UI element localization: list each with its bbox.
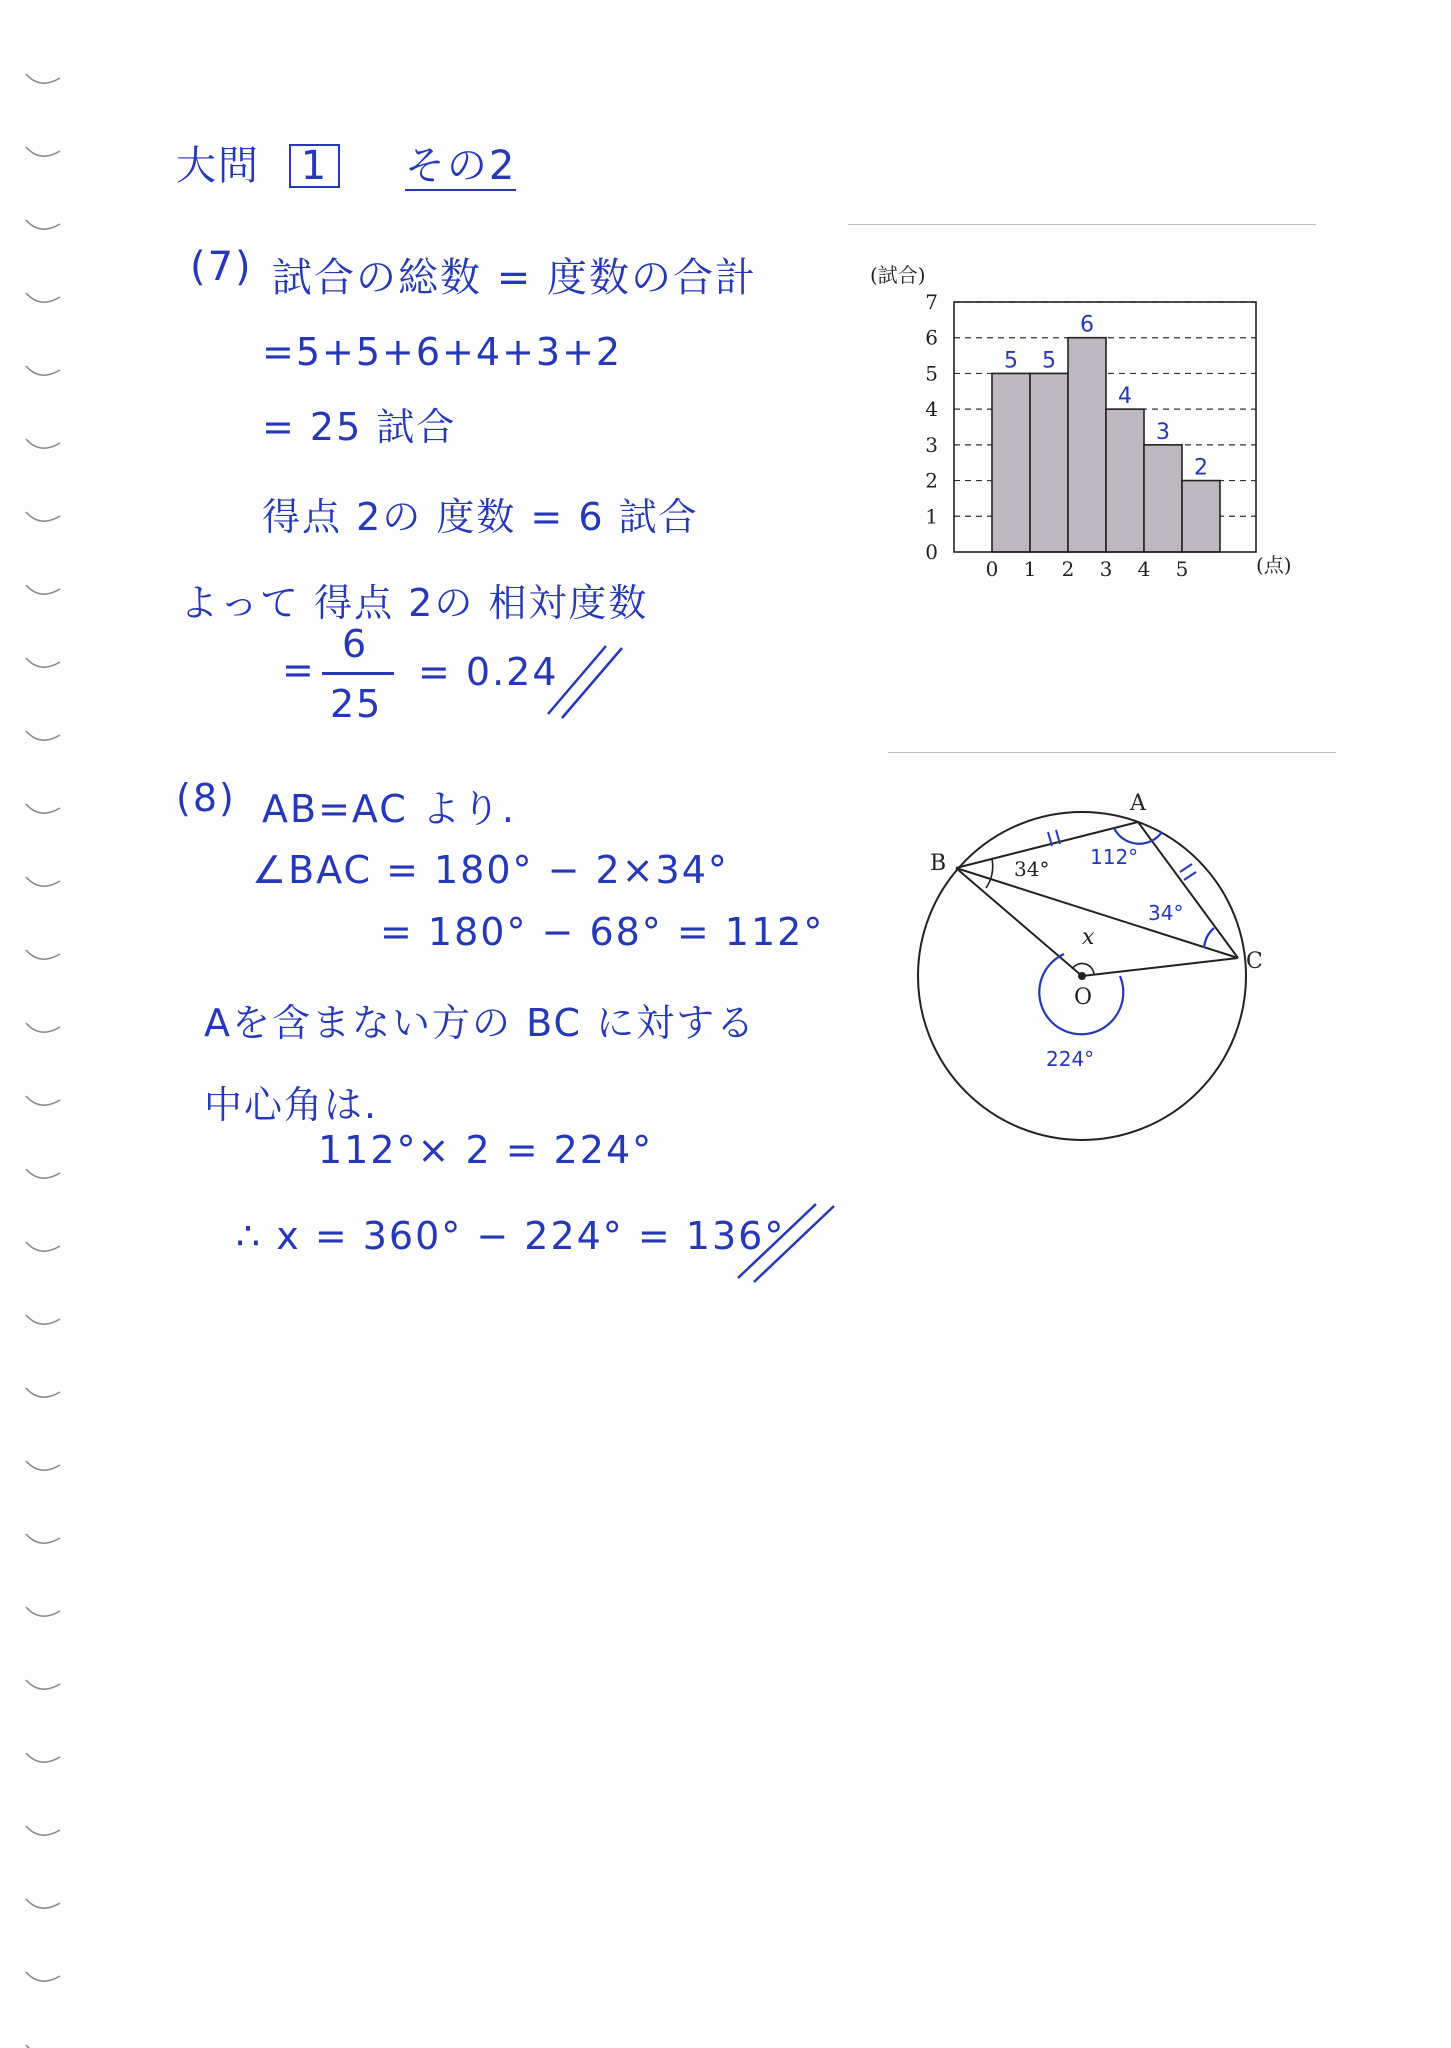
header-box-number: 1 [289,144,340,188]
binder-hole [26,147,60,156]
histogram [858,262,1318,592]
angle-b-label: 34° [1014,857,1050,881]
binder-hole [26,1607,60,1616]
y-tick-label: 7 [925,290,938,314]
bar-value-label: 2 [1194,455,1208,481]
binder-hole [26,877,60,886]
q7-line4: 得点 2の 度数 = 6 試合 [262,495,699,539]
label-b: B [930,851,947,876]
binder-hole [26,1096,60,1105]
x-tick-label: 3 [1099,557,1113,581]
binder-hole [26,585,60,594]
histogram-bar [1068,338,1106,552]
histogram-bar [1030,373,1068,552]
double-slash-mark [540,640,630,720]
binder-hole [26,1972,60,1981]
binder-hole [26,1242,60,1251]
binder-hole [26,1461,60,1470]
circle-figure [900,780,1360,1160]
binder-hole [26,366,60,375]
segment-ac [1138,822,1238,958]
bar-value-label: 5 [1004,348,1018,374]
q8-label: (8) [176,776,236,820]
binder-hole [26,1826,60,1835]
bar-value-label: 6 [1080,312,1094,338]
annotation-angle-c: 34° [1148,901,1184,925]
x-tick-label: 1 [1023,557,1037,581]
divider-line [888,752,1336,753]
y-tick-label: 1 [925,504,938,529]
double-slash-mark [730,1196,840,1286]
histogram-bar [1106,409,1144,552]
q8-line7: ∴ x = 360° − 224° = 136° [236,1214,786,1258]
header-part: その2 [404,143,517,189]
annotation-angle-a: 112° [1090,845,1139,869]
label-o: O [1074,985,1093,1010]
y-tick-label: 3 [925,432,938,457]
q7-label: (7) [190,244,253,290]
histogram-bar [1182,481,1220,552]
annotation-arc-c [1204,928,1214,948]
y-tick-label: 0 [925,540,938,564]
label-c: C [1246,949,1263,974]
binder-hole [26,1315,60,1324]
histogram-bar [1144,445,1182,552]
binder-hole [26,731,60,740]
binder-hole [26,74,60,83]
label-a: A [1130,791,1146,816]
q7-numerator: 6 [342,622,369,666]
segment-bo [956,868,1082,976]
binder-hole [26,220,60,229]
annotation-arc-a [1114,828,1162,844]
angle-b-arc [986,859,993,888]
q8-line1: AB=AC より. [262,787,516,831]
q8-line4: Aを含まない方の BC に対する [204,1001,757,1045]
binder-hole [26,293,60,302]
bar-value-label: 5 [1042,348,1056,374]
divider-line [848,224,1316,225]
segment-oc [1082,958,1238,976]
annotation-reflex-angle: 224° [1046,1047,1095,1071]
x-tick-label: 0 [985,557,999,581]
binder-hole [26,950,60,959]
binder-hole [26,658,60,667]
tick-mark-ac [1184,872,1196,880]
q8-line2: ∠BAC = 180° − 2×34° [252,848,729,892]
x-axis-label: (点) [1256,553,1292,577]
fraction-bar [322,672,394,675]
histogram-bar [992,373,1030,552]
binder-hole [26,512,60,521]
segment-bc [956,868,1238,958]
binder-hole [26,804,60,813]
y-axis-label: (試合) [870,263,926,287]
q7-result: = 0.24 [418,650,559,694]
q8-line6: 112°× 2 = 224° [318,1128,654,1172]
binder-hole [26,1534,60,1543]
q8-line3: = 180° − 68° = 112° [380,910,825,954]
q7-line2: =5+5+6+4+3+2 [262,330,623,374]
q7-denominator: 25 [330,682,383,726]
center-point [1078,972,1086,980]
y-tick-label: 2 [925,468,938,493]
binder-hole [26,1753,60,1762]
q7-line3: = 25 試合 [262,405,457,449]
tick-mark-ac [1180,864,1192,872]
q8-line5: 中心角は. [204,1083,379,1127]
x-tick-label: 2 [1061,557,1075,581]
x-tick-label: 5 [1175,557,1189,581]
binder-hole [26,1023,60,1032]
binder-hole [26,1169,60,1178]
header-title: 大問 1 その2 [176,143,517,189]
binder-hole [26,1680,60,1689]
bar-value-label: 3 [1156,419,1170,445]
y-tick-label: 4 [925,397,938,422]
q7-eq-prefix: = [282,648,316,692]
x-tick-label: 4 [1137,557,1151,581]
q7-line5: よって 得点 2の 相対度数 [180,581,649,625]
y-tick-label: 5 [925,361,938,386]
q7-line1: 試合の総数 = 度数の合計 [272,255,757,301]
label-x: x [1082,925,1095,950]
bar-value-label: 4 [1118,384,1132,410]
binder-hole [26,1388,60,1397]
binder-holes [0,0,80,2048]
binder-hole [26,439,60,448]
binder-hole [26,1899,60,1908]
y-tick-label: 6 [925,325,938,350]
